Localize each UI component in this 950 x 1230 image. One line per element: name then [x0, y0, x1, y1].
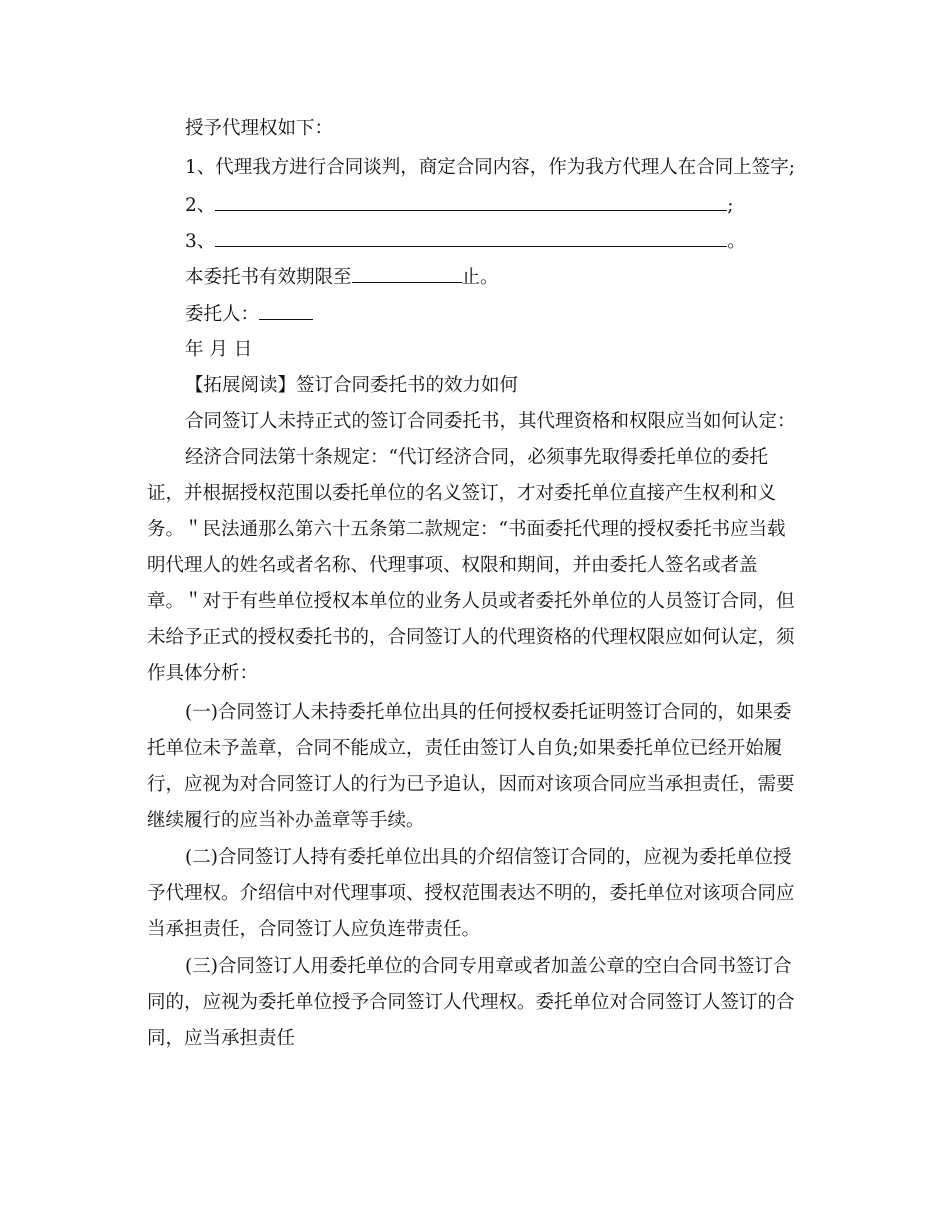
- question-line: 合同签订人未持正式的签订合同委托书，其代理资格和权限应当如何认定：: [185, 411, 796, 432]
- para2-line: 托单位未予盖章，合同不能成立，责任由签订人自负;如果委托单位已经开始履: [147, 738, 783, 759]
- item-2-end: ;: [727, 195, 734, 216]
- principal-label: 委托人：: [185, 304, 260, 325]
- para4-line: 同，应当承担责任: [147, 1028, 296, 1049]
- para2-line: (一)合同签订人未持委托单位出具的任何授权委托证明签订合同的，如果委: [185, 702, 792, 723]
- para2-line: 继续履行的应当补办盖章等手续。: [147, 810, 425, 831]
- para1-line: 未给予正式的授权委托书的，合同签订人的代理资格的代理权限应如何认定，须: [147, 627, 795, 648]
- principal-line: [185, 302, 313, 327]
- para3-line: 予代理权。介绍信中对代理事项、授权范围表达不明的，委托单位对该项合同应: [147, 883, 795, 904]
- para1-line: 务。＂民法通那么第六十五条第二款规定：“书面委托代理的授权委托书应当载: [147, 519, 786, 540]
- date-line: 年 月 日: [185, 339, 253, 360]
- grant-heading: 授予代理权如下：: [185, 118, 334, 139]
- para4-line: (三)合同签订人用委托单位的合同专用章或者加盖公章的空白合同书签订合: [185, 956, 792, 977]
- item-3-end: 。: [727, 231, 746, 252]
- para2-line: 行，应视为对合同签订人的行为已予追认，因而对该项合同应当承担责任，需要: [147, 774, 795, 795]
- item-2: [185, 193, 734, 218]
- item-3: [185, 229, 746, 254]
- para1-line: 章。＂对于有些单位授权本单位的业务人员或者委托外单位的人员签订合同，但: [147, 591, 795, 612]
- para1-line: 证，并根据授权范围以委托单位的名义签订，才对委托单位直接产生权利和义: [147, 483, 777, 504]
- para3-line: (二)合同签订人持有委托单位出具的介绍信签订合同的，应视为委托单位授: [185, 847, 792, 868]
- extended-reading-title: 【拓展阅读】签订合同委托书的效力如何: [185, 375, 519, 396]
- para1-line: 作具体分析：: [147, 663, 259, 684]
- principal-blank-line: [259, 302, 313, 320]
- item-1: 1、代理我方进行合同谈判，商定合同内容，作为我方代理人在合同上签字;: [185, 157, 796, 178]
- para4-line: 同的，应视为委托单位授予合同签订人代理权。委托单位对合同签订人签订的合: [147, 992, 795, 1013]
- para3-line: 当承担责任，合同签订人应负连带责任。: [147, 919, 481, 940]
- para1-line: 经济合同法第十条规定：“代订经济合同，必须事先取得委托单位的委托: [185, 447, 768, 468]
- validity-line: [185, 265, 499, 290]
- para1-line: 明代理人的姓名或者名称、代理事项、权限和期间，并由委托人签名或者盖: [147, 555, 758, 576]
- item-3-number: 3、: [185, 231, 216, 252]
- validity-prefix: 本委托书有效期限至: [185, 267, 352, 288]
- validity-blank-line: [352, 265, 462, 283]
- item-2-number: 2、: [185, 195, 216, 216]
- item-2-blank-line: [215, 193, 727, 211]
- item-3-blank-line: [215, 229, 727, 247]
- validity-suffix: 止。: [461, 267, 499, 288]
